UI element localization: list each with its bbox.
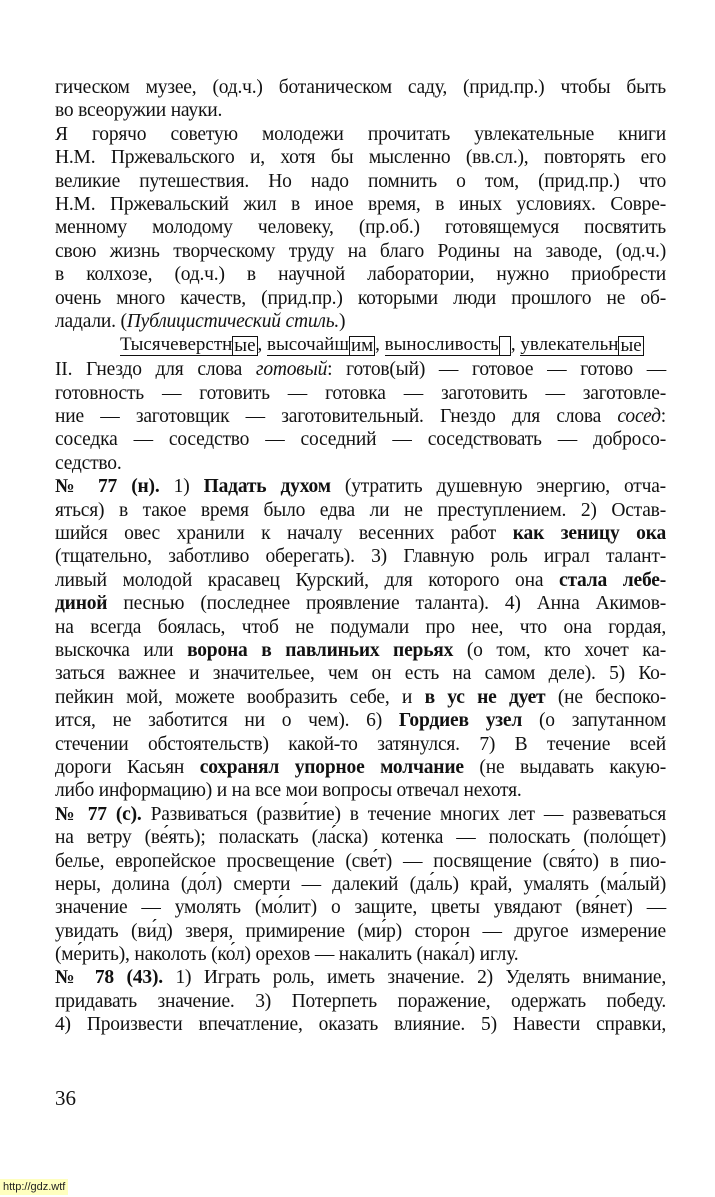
word-stem: выносливость [384, 334, 499, 356]
text-line [55, 240, 666, 263]
text-line [55, 405, 666, 428]
text-segment: Развиваться (разви́тие) в течение многих лет — развеваться [141, 803, 666, 825]
morph-word [520, 334, 643, 355]
text-line [55, 709, 666, 732]
morph-word [385, 334, 521, 355]
morph-word [267, 334, 385, 355]
text-line [55, 358, 666, 381]
text-line [55, 452, 666, 475]
text-line [55, 170, 666, 193]
text-segment: во всеоружии науки. [55, 100, 223, 122]
text-segment: ладали. ( [55, 310, 127, 332]
text-segment: соседка — соседство — соседний — соседствовать — добросо- [55, 429, 666, 451]
text-segment: : готов(ый) — готовое — готово — [327, 359, 666, 381]
word-stem: Тысячеверстн [120, 334, 233, 356]
separator: , [510, 334, 521, 356]
bold-text: Гордиев узел [398, 710, 523, 732]
text-line [55, 499, 666, 522]
text-segment: ) [339, 310, 346, 332]
text-line [55, 522, 666, 545]
text-segment: ится, не заботится ни о чем). 6) [55, 710, 399, 732]
text-segment: заться важнее и значительее, чем он есть на самом деле). 5) Ко- [55, 663, 666, 685]
text-segment: менному молодому человеку, (пр.об.) готовящемуся посвятить [55, 217, 666, 239]
text-segment: (тщательно, заботливо оберегать). 3) Главную роль играл талант- [55, 546, 666, 568]
text-segment: седство. [55, 452, 122, 474]
text-line [55, 733, 666, 756]
text-line [55, 382, 666, 405]
page-text [55, 76, 666, 1037]
italic-text: сосед [617, 406, 661, 428]
text-segment: (не беспоко- [545, 686, 666, 708]
morph-word [120, 334, 267, 355]
text-segment: (о запутанном [522, 710, 666, 732]
text-segment: неры, долина (до́л) смерти — далекий (да́ль) край, умалять (ма́лый) [55, 873, 666, 895]
text-line [55, 850, 666, 873]
italic-text: Публицистический стиль. [126, 310, 340, 332]
text-segment: выскочка или [55, 639, 188, 661]
text-segment: свою жизнь творческому труду на благо Родины на заводе, (од.ч.) [55, 240, 666, 262]
text-segment: (ме́рить), наколоть (ко́л) орехов — накалить (нака́л) иглу. [55, 944, 519, 966]
text-line [55, 545, 666, 568]
text-line [55, 263, 666, 286]
text-segment: белье, европейское просвещение (све́т) — посвящение (свя́то) в пио- [55, 850, 666, 872]
word-ending-box: им [350, 334, 374, 356]
text-line [55, 76, 666, 99]
text-line [55, 616, 666, 639]
text-line [55, 193, 666, 216]
text-segment: 1) [159, 476, 204, 498]
text-line [55, 943, 666, 966]
text-segment: значение — умолять (мо́лит) о защите, цветы увядают (вя́нет) — [55, 897, 666, 919]
word-ending-box [499, 336, 511, 356]
text-line [55, 310, 666, 333]
watermark-link[interactable]: http://gdz.wtf [0, 1179, 68, 1195]
word-ending-box: ые [234, 334, 256, 356]
text-segment: великие путешествия. Но надо помнить о том, (прид.пр.) что [55, 170, 666, 192]
bold-text: № 77 (с). [55, 803, 142, 825]
text-segment: в колхозе, (од.ч.) в научной лаборатории, нужно приобрести [55, 264, 666, 286]
text-line [55, 216, 666, 239]
text-segment: 4) Произвести впечатление, оказать влияние. 5) Навести справки, [55, 1014, 666, 1036]
text-line [55, 428, 666, 451]
text-segment: яться) в такое время было едва ли не преступлением. 2) Остав- [55, 499, 666, 521]
text-line [55, 662, 666, 685]
text-line [55, 569, 666, 592]
text-segment: готовность — готовить — готовка — заготовить — заготовле- [55, 382, 666, 404]
text-line [55, 686, 666, 709]
text-segment: Н.М. Пржевальского и, хотя бы мысленно (вв.сл.), повторять его [55, 147, 666, 169]
text-segment: Н.М. Пржевальский жил в иное время, в иных условиях. Совре- [55, 193, 666, 215]
bold-text: стала лебе- [558, 569, 666, 591]
text-segment: ливый молодой красавец Курский, для которого она [55, 569, 559, 591]
text-line [55, 990, 666, 1013]
bold-text: Падать духом [203, 476, 331, 498]
text-segment: II. Гнездо для слова [55, 359, 256, 381]
text-segment: гическом музее, (од.ч.) ботаническом саду, (прид.пр.) чтобы быть [55, 77, 666, 98]
bold-text: № 77 (н). [55, 476, 160, 498]
text-segment: стечении обстоятельств) какой-то затянулся. 7) В течение всей [55, 733, 666, 755]
text-line [55, 896, 666, 919]
text-block-after [55, 358, 666, 1036]
text-segment: на всегда боялась, чтоб не подумали про нее, что она гордая, [55, 616, 666, 638]
bold-text: диной [55, 593, 108, 615]
text-segment: шийся овес хранили к началу весенних работ [55, 523, 513, 545]
page-number: 36 [55, 1086, 76, 1110]
text-segment: ние — заготовщик — заготовительный. Гнездо для слова [55, 406, 618, 428]
text-segment: очень много качеств, (прид.пр.) которыми люди прошлого не об- [55, 287, 666, 309]
word-stem: увлекательн [520, 334, 619, 356]
text-line [55, 803, 666, 826]
text-line [55, 287, 666, 310]
word-stem: высочайш [267, 334, 349, 356]
text-segment: (о том, кто хочет ка- [453, 639, 667, 661]
morpheme-analysis-line [55, 332, 666, 358]
text-segment: пейкин мой, можете вообразить себе, и [55, 686, 425, 708]
text-line [55, 873, 666, 896]
text-line [55, 146, 666, 169]
text-segment: на ветру (ве́ять); поласкать (ла́ска) котенка — полоскать (поло́щет) [55, 827, 666, 849]
text-line [55, 756, 666, 779]
bold-text: в ус не дует [424, 686, 546, 708]
bold-text: как зеницу ока [512, 523, 666, 545]
word-ending-box: ые [620, 334, 642, 356]
bold-text: сохранял упорное молчание [199, 756, 464, 778]
italic-text: готовый [255, 359, 328, 381]
text-segment: (утратить душевную энергию, отча- [330, 476, 666, 498]
text-segment: либо информацию) и на все мои вопросы отвечал нехотя. [55, 780, 522, 802]
text-segment: песнью (последнее проявление таланта). 4) Анна Акимов- [107, 593, 666, 615]
text-line [55, 475, 666, 498]
text-line [55, 1013, 666, 1036]
text-line [55, 920, 666, 943]
text-line [55, 779, 666, 802]
text-line [55, 99, 666, 122]
bold-text: ворона в павлиньих перьях [187, 639, 454, 661]
text-segment: придавать значение. 3) Потерпеть поражение, одержать победу. [55, 990, 666, 1012]
separator: , [257, 334, 267, 356]
text-segment: : [660, 406, 666, 428]
bold-text: № 78 (43). [55, 967, 163, 989]
text-segment: (не выдавать какую- [463, 756, 667, 778]
text-line [55, 826, 666, 849]
text-segment: Я горячо советую молодежи прочитать увлекательные книги [55, 123, 666, 145]
text-line [55, 592, 666, 615]
text-block-before [55, 76, 666, 333]
text-segment: дороги Касьян [55, 756, 200, 778]
text-segment: увидать (ви́д) зверя, примирение (ми́р) сторон — другое измерение [55, 920, 666, 942]
text-line [55, 639, 666, 662]
separator: , [375, 334, 385, 356]
text-line [55, 966, 666, 989]
text-line [55, 123, 666, 146]
text-segment: 1) Играть роль, иметь значение. 2) Уделять внимание, [162, 967, 666, 989]
